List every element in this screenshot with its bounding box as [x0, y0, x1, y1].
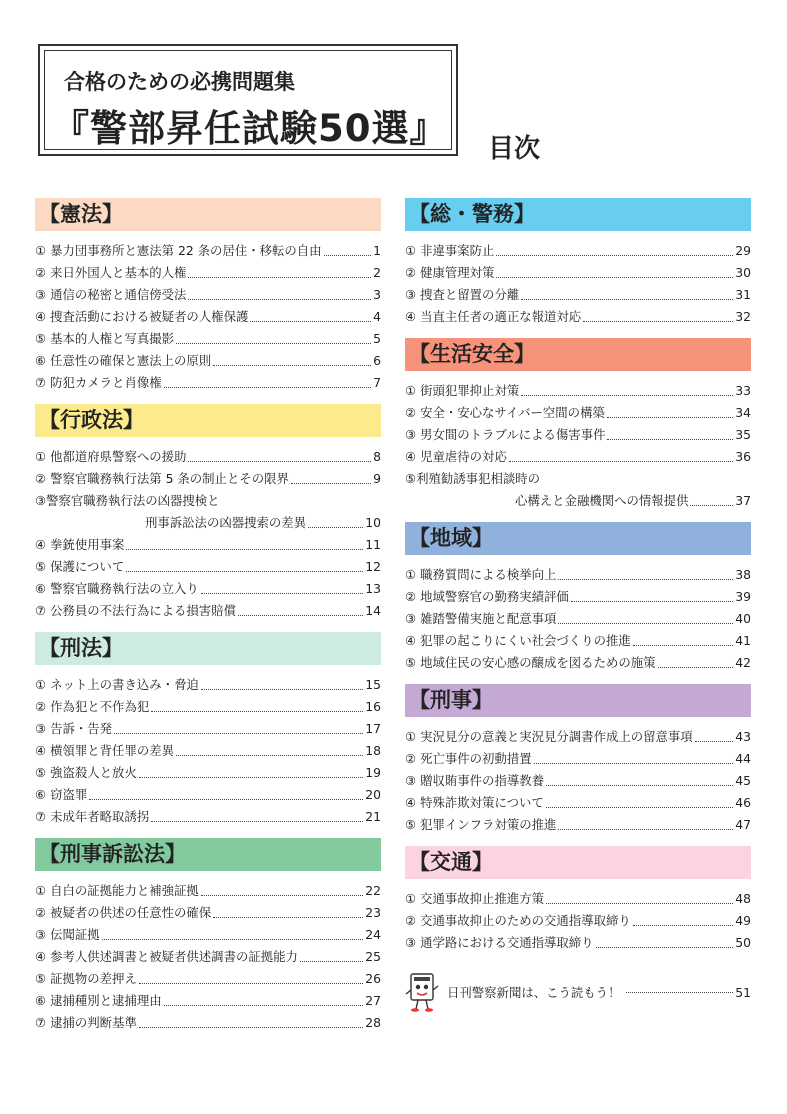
entry-title: 雑踏警備実施と配意事項 [420, 611, 557, 626]
leader-dots [496, 277, 733, 278]
page-number: 22 [365, 883, 381, 898]
toc-entry[interactable] [405, 262, 751, 284]
entry-number: ⑤ [405, 817, 417, 832]
entry-number: ③ [405, 287, 417, 302]
leader-dots [695, 741, 734, 742]
page-number: 48 [735, 891, 751, 906]
toc-entry[interactable] [405, 814, 751, 836]
toc-entry[interactable] [35, 696, 381, 718]
left-column [35, 198, 381, 1044]
page-number: 29 [735, 243, 751, 258]
entry-title: 逮捕の判断基準 [50, 1015, 137, 1030]
page-number: 35 [735, 427, 751, 442]
entry-number: ③ [405, 935, 417, 950]
toc-section [35, 404, 381, 622]
toc-section [35, 632, 381, 828]
leader-dots [546, 785, 733, 786]
entry-number: ⑤ [405, 655, 417, 670]
toc-entry[interactable] [405, 402, 751, 424]
leader-dots [558, 579, 733, 580]
toc-entry[interactable] [405, 446, 751, 468]
leader-dots [151, 821, 363, 822]
leader-dots [690, 505, 733, 506]
page-number: 38 [735, 567, 751, 582]
leader-dots [176, 755, 363, 756]
entry-title: 自白の証拠能力と補強証拠 [50, 883, 199, 898]
entry-number: ⑤ [35, 971, 47, 986]
toc-entry[interactable] [35, 328, 381, 350]
toc-entry-line2 [35, 512, 381, 534]
section-heading: 【刑事】 [405, 684, 751, 717]
entry-title: 犯罪の起こりにくい社会づくりの推進 [420, 633, 631, 648]
entry-title: 窃盗罪 [50, 787, 88, 802]
page-number: 11 [365, 537, 381, 552]
toc-entry[interactable] [405, 726, 751, 748]
leader-dots [126, 571, 363, 572]
entry-number: ② [35, 265, 47, 280]
page-number: 50 [735, 935, 751, 950]
entry-title: 未成年者略取誘拐 [50, 809, 150, 824]
leader-dots [151, 711, 363, 712]
leader-dots [164, 1005, 364, 1006]
leader-dots [571, 601, 733, 602]
section-heading: 【憲法】 [35, 198, 381, 231]
toc-entry[interactable] [35, 990, 381, 1012]
toc-entry[interactable] [405, 380, 751, 402]
toc-entry-line1 [405, 468, 751, 490]
toc-entry-line2 [405, 490, 751, 512]
entry-number: ④ [35, 537, 47, 552]
leader-dots [201, 689, 363, 690]
entry-number: ① [35, 449, 47, 464]
page-number: 30 [735, 265, 751, 280]
section-heading: 【刑事訴訟法】 [35, 838, 381, 871]
toc-entry-newspaper[interactable] [405, 972, 751, 1012]
page-number: 23 [365, 905, 381, 920]
entry-number: ① [405, 567, 417, 582]
entry-title: 捜査活動における被疑者の人権保護 [50, 309, 249, 324]
entry-title: 死亡事件の初動措置 [420, 751, 532, 766]
entry-title: 保護について [50, 559, 125, 574]
page-number: 13 [365, 581, 381, 596]
entry-number: ⑤ [35, 765, 47, 780]
page-number: 40 [735, 611, 751, 626]
page-number: 37 [735, 493, 751, 508]
entry-title: 地域警察官の勤務実績評価 [420, 589, 569, 604]
entry-number: ③ [35, 287, 47, 302]
entry-title: 暴力団事務所と憲法第 22 条の居住・移転の自由 [50, 243, 322, 258]
entry-title: 参考人供述調書と被疑者供述調書の証拠能力 [50, 949, 298, 964]
page-number: 26 [365, 971, 381, 986]
page-number: 14 [365, 603, 381, 618]
entry-number: ① [405, 729, 417, 744]
entry-title: 拳銃使用事案 [50, 537, 125, 552]
toc-entry[interactable] [405, 630, 751, 652]
leader-dots [164, 387, 371, 388]
entry-number: ④ [405, 795, 417, 810]
page-number: 16 [365, 699, 381, 714]
leader-dots [607, 417, 733, 418]
leader-dots [607, 439, 733, 440]
entry-number: ② [405, 589, 417, 604]
entry-title: 当直主任者の適正な報道対応 [420, 309, 582, 324]
toc-entry[interactable] [405, 932, 751, 954]
leader-dots [114, 733, 363, 734]
leader-dots [521, 395, 733, 396]
toc-entry[interactable] [35, 946, 381, 968]
entry-number: ⑥ [35, 353, 47, 368]
leader-dots [291, 483, 371, 484]
entry-number: ⑦ [35, 375, 47, 390]
page-number: 19 [365, 765, 381, 780]
toc-entry[interactable] [35, 350, 381, 372]
page-number: 33 [735, 383, 751, 398]
leader-dots [308, 527, 363, 528]
entry-number: ② [405, 265, 417, 280]
entry-number: ① [405, 891, 417, 906]
entry-number: ④ [405, 309, 417, 324]
entry-number: ⑥ [35, 993, 47, 1008]
toc-entry[interactable] [405, 240, 751, 262]
page-number: 34 [735, 405, 751, 420]
entry-number: ② [405, 751, 417, 766]
leader-dots [324, 255, 372, 256]
toc-entry[interactable] [405, 424, 751, 446]
entry-number: ② [405, 913, 417, 928]
toc-section [405, 338, 751, 512]
leader-dots [201, 895, 363, 896]
toc-entry[interactable] [35, 372, 381, 394]
toc-entry[interactable] [35, 240, 381, 262]
toc-entry[interactable] [405, 564, 751, 586]
entry-title: 強盗殺人と放火 [50, 765, 137, 780]
leader-dots [658, 667, 734, 668]
leader-dots [558, 829, 733, 830]
leader-dots [188, 461, 371, 462]
entry-title: 安全・安心なサイバー空間の構築 [420, 405, 605, 420]
leader-dots [139, 1027, 363, 1028]
leader-dots [558, 623, 733, 624]
leader-dots [188, 277, 371, 278]
page-number: 45 [735, 773, 751, 788]
entry-title: 警察官職務執行法の凶器捜検と [46, 493, 220, 508]
section-heading: 【総・警務】 [405, 198, 751, 231]
book-subtitle: 合格のための必携問題集 [64, 70, 295, 94]
page-number: 42 [735, 655, 751, 670]
leader-dots [139, 777, 363, 778]
entry-title: 作為犯と不作為犯 [50, 699, 150, 714]
leader-dots [126, 549, 363, 550]
page-number: 36 [735, 449, 751, 464]
entry-number: ③ [35, 721, 47, 736]
page-number: 25 [365, 949, 381, 964]
entry-number: ⑦ [35, 1015, 47, 1030]
toc-entry[interactable] [405, 284, 751, 306]
entry-title: 通学路における交通指導取締り [420, 935, 594, 950]
entry-title: 街頭犯罪抑止対策 [420, 383, 520, 398]
title-box [38, 44, 458, 156]
entry-number: ④ [405, 449, 417, 464]
toc-entry[interactable] [35, 600, 381, 622]
toc-entry[interactable] [405, 306, 751, 328]
leader-dots [583, 321, 733, 322]
entry-title: 健康管理対策 [420, 265, 495, 280]
entry-number: ① [35, 243, 47, 258]
toc-entry[interactable] [35, 1012, 381, 1034]
leader-dots [238, 615, 363, 616]
entry-title: 証拠物の差押え [50, 971, 137, 986]
entry-title: 日刊警察新聞は、こう読もう！ [447, 985, 621, 1000]
toc-section [35, 838, 381, 1034]
page-number: 46 [735, 795, 751, 810]
leader-dots [521, 299, 733, 300]
page-number: 8 [373, 449, 381, 464]
entry-title-continued: 心構えと金融機関への情報提供 [515, 493, 689, 508]
page-number: 28 [365, 1015, 381, 1030]
toc-entry[interactable] [35, 806, 381, 828]
page-number: 51 [735, 984, 751, 1000]
entry-title: 警察官職務執行法第 5 条の制止とその限界 [50, 471, 289, 486]
entry-number: ⑦ [35, 603, 47, 618]
entry-number: ⑤ [35, 331, 47, 346]
leader-dots [213, 365, 371, 366]
entry-title: 犯罪インフラ対策の推進 [420, 817, 557, 832]
toc-entry[interactable] [35, 902, 381, 924]
page-number: 12 [365, 559, 381, 574]
entry-number: ③ [35, 493, 47, 508]
toc-section [405, 198, 751, 328]
entry-title: 告訴・告発 [50, 721, 113, 736]
leader-dots [633, 645, 733, 646]
leader-dots [633, 925, 733, 926]
page-number: 6 [373, 353, 381, 368]
leader-dots [102, 939, 364, 940]
toc-entry[interactable] [35, 880, 381, 902]
page-number: 31 [735, 287, 751, 302]
leader-dots [626, 992, 733, 993]
entry-number: ⑤ [405, 471, 417, 486]
toc-entry-line1 [35, 490, 381, 512]
toc-entry[interactable] [35, 534, 381, 556]
entry-title: 警察官職務執行法の立入り [50, 581, 199, 596]
toc-entry[interactable] [405, 792, 751, 814]
entry-number: ② [35, 905, 47, 920]
entry-number: ① [405, 383, 417, 398]
section-heading: 【刑法】 [35, 632, 381, 665]
page-number: 5 [373, 331, 381, 346]
page-number: 39 [735, 589, 751, 604]
page-number: 9 [373, 471, 381, 486]
entry-title: 利殖勧誘事犯相談時の [416, 471, 541, 486]
toc-section [405, 522, 751, 674]
toc-entry[interactable] [35, 490, 381, 534]
entry-title: ネット上の書き込み・脅迫 [50, 677, 199, 692]
entry-number: ④ [405, 633, 417, 648]
leader-dots [546, 903, 733, 904]
page-number: 18 [365, 743, 381, 758]
entry-number: ④ [35, 309, 47, 324]
entry-number: ① [35, 677, 47, 692]
toc-entry[interactable] [405, 608, 751, 630]
leader-dots [509, 461, 733, 462]
page-number: 10 [365, 515, 381, 530]
toc-entry[interactable] [35, 578, 381, 600]
entry-number: ⑤ [35, 559, 47, 574]
page-number: 27 [365, 993, 381, 1008]
entry-number: ① [35, 883, 47, 898]
entry-number: ⑥ [35, 787, 47, 802]
toc-entry[interactable] [35, 468, 381, 490]
leader-dots [596, 947, 734, 948]
entry-title: 伝聞証拠 [50, 927, 100, 942]
entry-number: ④ [35, 949, 47, 964]
leader-dots [534, 763, 734, 764]
entry-number: ③ [35, 927, 47, 942]
toc-entry[interactable] [35, 306, 381, 328]
entry-title: 実況見分の意義と実況見分調書作成上の留意事項 [420, 729, 693, 744]
toc-entry[interactable] [35, 968, 381, 990]
toc-entry[interactable] [405, 888, 751, 910]
entry-number: ② [35, 471, 47, 486]
leader-dots [89, 799, 363, 800]
entry-title: 地域住民の安心感の醸成を図るための施策 [420, 655, 656, 670]
toc-entry[interactable] [35, 740, 381, 762]
entry-title: 贈収賄事件の指導教養 [420, 773, 545, 788]
entry-title: 通信の秘密と通信傍受法 [50, 287, 187, 302]
leader-dots [213, 917, 363, 918]
entry-number: ③ [405, 427, 417, 442]
toc-entry[interactable] [405, 910, 751, 932]
entry-title: 公務員の不法行為による損害賠償 [50, 603, 236, 618]
toc-entry[interactable] [405, 748, 751, 770]
entry-title-continued: 刑事訴訟法の凶器捜索の差異 [145, 515, 307, 530]
page-number: 41 [735, 633, 751, 648]
leader-dots [188, 299, 371, 300]
toc-entry[interactable] [35, 924, 381, 946]
section-heading: 【行政法】 [35, 404, 381, 437]
book-title: 『警部昇任試験50選』 [52, 107, 448, 150]
entry-number: ⑦ [35, 809, 47, 824]
entry-title: 防犯カメラと肖像権 [50, 375, 162, 390]
section-heading: 【生活安全】 [405, 338, 751, 371]
page-number: 1 [373, 243, 381, 258]
entry-number: ④ [35, 743, 47, 758]
entry-title: 交通事故抑止のための交通指導取締り [420, 913, 631, 928]
entry-title: 基本的人権と写真撮影 [50, 331, 175, 346]
entry-title: 非違事案防止 [420, 243, 495, 258]
page-number: 32 [735, 309, 751, 324]
entry-title: 交通事故抑止推進方策 [420, 891, 545, 906]
toc-entry[interactable] [35, 262, 381, 284]
leader-dots [250, 321, 371, 322]
entry-title: 男女間のトラブルによる傷害事件 [420, 427, 606, 442]
page-number: 47 [735, 817, 751, 832]
toc-entry[interactable] [405, 770, 751, 792]
page-number: 21 [365, 809, 381, 824]
page-number: 44 [735, 751, 751, 766]
page-number: 43 [735, 729, 751, 744]
newspaper-mascot-icon [405, 972, 439, 1012]
page-number: 15 [365, 677, 381, 692]
toc-entry[interactable] [405, 586, 751, 608]
leader-dots [546, 807, 733, 808]
leader-dots [176, 343, 371, 344]
entry-title: 被疑者の供述の任意性の確保 [50, 905, 212, 920]
page-number: 3 [373, 287, 381, 302]
entry-title: 特殊詐欺対策について [420, 795, 544, 810]
entry-title: 他都道府県警察への援助 [50, 449, 187, 464]
entry-title: 捜査と留置の分離 [420, 287, 520, 302]
toc-entry[interactable] [35, 284, 381, 306]
entry-title: 横領罪と背任罪の差異 [50, 743, 175, 758]
leader-dots [496, 255, 733, 256]
section-heading: 【地域】 [405, 522, 751, 555]
entry-number: ③ [405, 773, 417, 788]
page-number: 7 [373, 375, 381, 390]
leader-dots [201, 593, 363, 594]
page-number: 2 [373, 265, 381, 280]
leader-dots [139, 983, 363, 984]
entry-title: 逮捕種別と逮捕理由 [50, 993, 162, 1008]
toc-section [35, 198, 381, 394]
toc-entry[interactable] [35, 784, 381, 806]
leader-dots [300, 961, 363, 962]
entry-number: ① [405, 243, 417, 258]
entry-title: 職務質問による検挙向上 [420, 567, 557, 582]
toc-entry[interactable] [35, 762, 381, 784]
entry-number: ② [405, 405, 417, 420]
page-number: 17 [365, 721, 381, 736]
section-heading: 【交通】 [405, 846, 751, 879]
page-number: 4 [373, 309, 381, 324]
page-number: 20 [365, 787, 381, 802]
contents-heading: 目次 [488, 134, 541, 164]
toc-entry[interactable] [405, 652, 751, 674]
entry-number: ⑥ [35, 581, 47, 596]
entry-title: 来日外国人と基本的人権 [50, 265, 187, 280]
toc-section [405, 846, 751, 954]
entry-number: ② [35, 699, 47, 714]
entry-title: 任意性の確保と憲法上の原則 [50, 353, 212, 368]
page-number: 49 [735, 913, 751, 928]
entry-title: 児童虐待の対応 [420, 449, 507, 464]
entry-number: ③ [405, 611, 417, 626]
toc-section [405, 684, 751, 836]
toc-entry[interactable] [35, 718, 381, 740]
toc-entry[interactable] [35, 446, 381, 468]
toc-entry[interactable] [35, 674, 381, 696]
right-column [405, 198, 751, 1012]
page-number: 24 [365, 927, 381, 942]
toc-entry[interactable] [405, 468, 751, 512]
toc-entry[interactable] [35, 556, 381, 578]
